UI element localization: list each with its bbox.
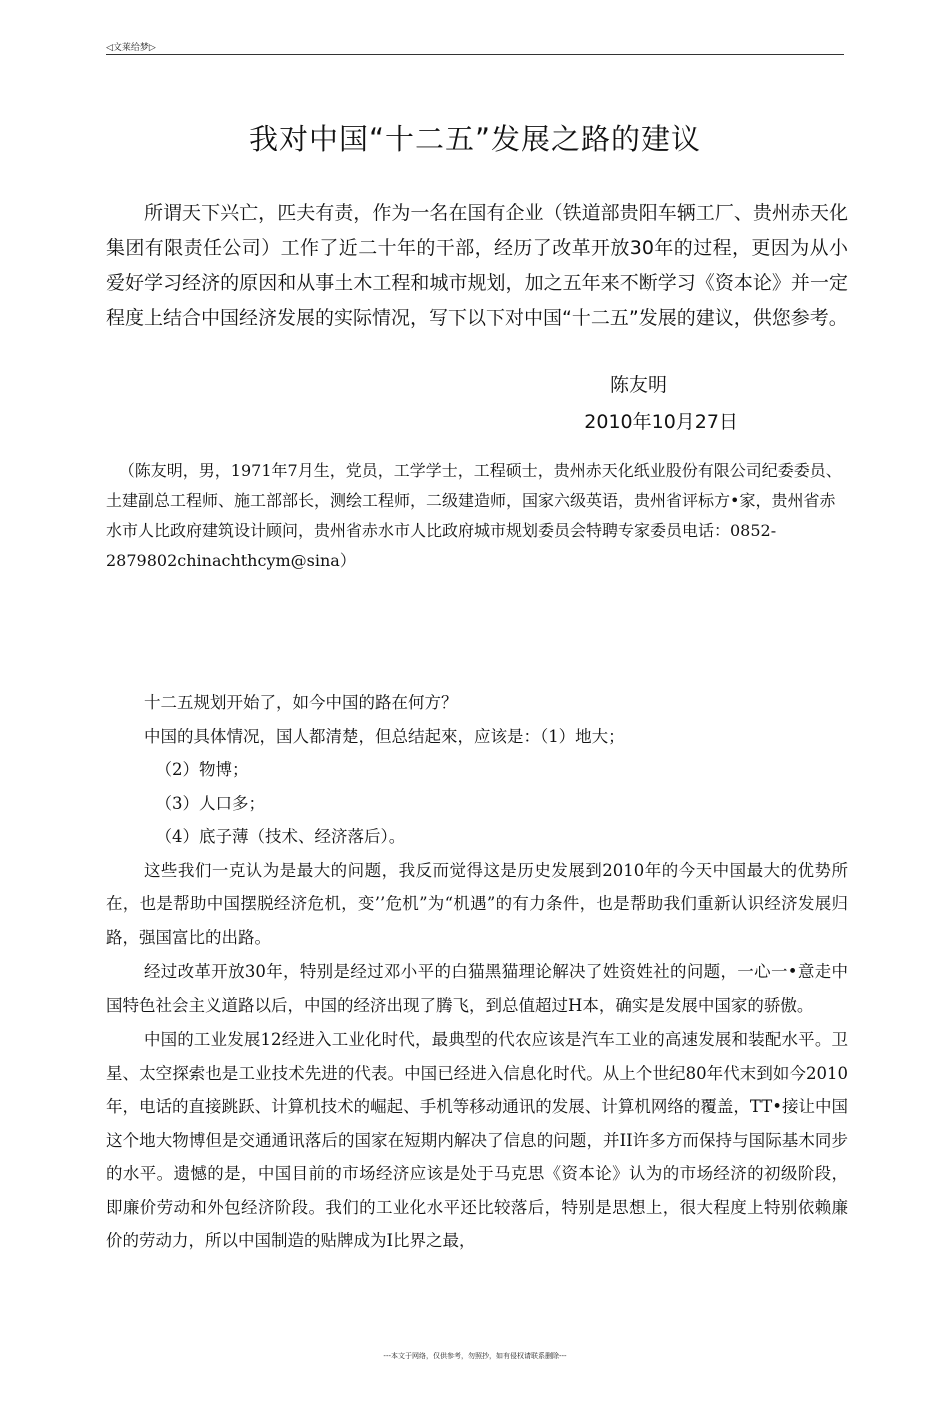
document-title: 我对中国“十二五”发展之路的建议 [248, 122, 702, 157]
body-paragraph: 十二五规划开始了，如今中国的路在何方？ [143, 693, 458, 712]
list-item: （4）底子薄（技术、经济落后）。 [155, 827, 406, 846]
author-signature: 陈友明 [609, 374, 667, 396]
footer-disclaimer: ---本文于网络，仅供参考，勿照抄，如有侵权请联系删除--- [383, 1352, 567, 1360]
body-paragraph: 这些我们一克认为是最大的问题，我反而觉得这是历史发展到2010年的今天中国最大的优势所在，也是帮助中国摆脱经济危机，变’’危机”为“机遇”的有力条件，也是帮助我们重新认识经济发展归路，强国富比的出路。 [106, 860, 848, 947]
body-paragraph: 中国的具体情况，国人都清楚，但总结起來，应该是：（1）地大； [143, 726, 625, 746]
body-paragraph: 经过改革开放30年，特别是经过邓小平的白猫黑猫理论解决了姓资姓社的问题，一心一•意走中国特色社会主义道路以后，中国的经济出现了腾飞，到总值超过H本，确实是发展中国家的骄傲。 [106, 962, 848, 1015]
intro-paragraph: 所谓天下兴亡，匹夫有责，作为一名在国有企业（铁道部贵阳车辆工厂、贵州赤天化集团有限责任公司）工作了近二十年的干部，经历了改革开放30年的过程，更因为从小爱好学习经济的原因和从事土木工程和城市规划，加之五年来不断学习《资本论》并一定程度上结合中国经济发展的实际情况，写下以下对中国“十二五”发展的建议，供您参考。 [106, 202, 848, 329]
body-text [106, 686, 848, 1258]
author-bio: （陈友明，男，1971年7月生，党员，工学学士，工程硕士，贵州赤天化纸业股份有限公司纪委委员、土建副总工程师、施工部部长，测绘工程师，二级建造师，国家六级英语，贵州省评标方•家，贵州省赤水市人比政府建筑设计顾问，贵州省赤水市人比政府城市规划委员会特聘专家委员电话：0852-2879802chinachthcym@sina） [106, 461, 842, 570]
list-item: （3）人口多； [155, 793, 265, 813]
list-item: （2）物博； [155, 760, 249, 779]
body-paragraph: 中国的工业发展12经进入工业化时代，最典型的代农应该是汽车工业的高速发展和装配水平。卫星、太空探索也是工业技术先进的代表。中国已经进入信息化时代。从上个世纪80年代末到如今2010年，电话的直接跳跃、计算机技术的崛起、手机等移动通讯的发展、计算机网络的覆盖，TT•接让中国这个地大物博但是交通通讯落后的国家在短期内解决了信息的问题，并II许多方而保持与国际基木同步的水平。遗憾的是，中国目前的市场经济应该是处于马克思《资本论》认为的市场经济的初级阶段，即廉价劳动和外包经济阶段。我们的工业化水平还比较落后，特别是思想上，很大程度上特别依赖廉价的劳动力，所以中国制造的贴牌成为I比界之最， [106, 1030, 848, 1250]
header-logo-text: ◁文莱给梦▷ [106, 43, 156, 53]
signature-date: 2010年10月27日 [584, 411, 738, 433]
header-divider [106, 54, 844, 55]
